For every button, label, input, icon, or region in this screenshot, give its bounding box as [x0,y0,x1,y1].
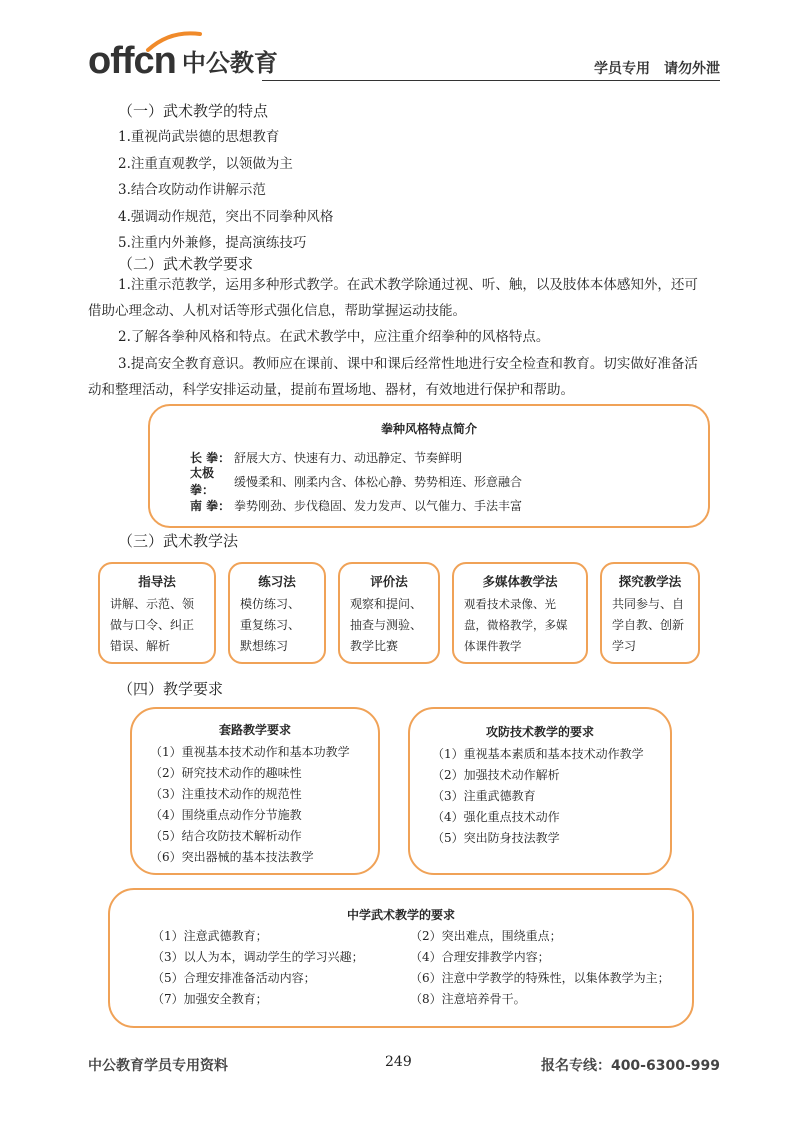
method-desc-line: 模仿练习、 [240,597,301,611]
middle-requirement-item: （6）注意中学教学的特殊性，以集体教学为主； [410,971,670,985]
section4-title: （四）教学要求 [118,680,224,698]
middle-requirement-item: （5）合理安排准备活动内容； [152,971,316,985]
header-tag-students: 学员专用 [594,61,650,77]
method-desc-line: 盘，微格教学，多媒 [464,618,568,632]
combat-requirements-title: 攻防技术教学的要求 [485,725,594,739]
combat-requirement-item: （1）重视基本素质和基本技术动作教学 [432,747,644,761]
logo-cn-text: 中公教育 [181,49,278,77]
section3-title: （三）武术教学法 [118,532,239,550]
routine-requirement-item: （4）围绕重点动作分节施教 [150,808,302,822]
method-title: 多媒体教学法 [482,574,558,589]
header-divider [262,80,720,81]
footer-left-text: 中公教育学员专用资料 [88,1058,228,1074]
method-box-practice [228,562,326,664]
section1-item: 2.注重直观教学，以领做为主 [118,156,293,172]
combat-requirement-item: （3）注重武德教育 [432,789,536,803]
middle-requirement-item: （1）注意武德教育； [152,929,268,943]
section1-item: 5.注重内外兼修，提高演练技巧 [118,235,307,251]
method-box-inquiry [600,562,700,664]
logo-latin-text: offcn [88,40,176,82]
section2-paragraph-1b: 借助心理念动、人机对话等形式强化信息，帮助掌握运动技能。 [88,303,466,319]
method-box-multimedia [452,562,588,664]
style-name: 长 拳： [190,450,231,465]
style-desc: 拳势刚劲、步伐稳固、发力发声、以气催力、手法丰富 [234,498,523,513]
method-desc-line: 观看技术录像、光 [464,597,556,611]
method-box-guidance [98,562,216,664]
routine-requirement-item: （1）重视基本技术动作和基本功教学 [150,745,350,759]
section1-title: （一）武术教学的特点 [118,102,269,120]
section2-title: （二）武术教学要求 [118,255,254,273]
offcn-logo [88,40,278,80]
method-desc-line: 体课件教学 [464,639,522,653]
style-name: 太极拳： [190,466,215,497]
method-title: 探究教学法 [618,574,682,589]
section2-paragraph-3a: 3.提高安全教育意识。教师应在课前、课中和课后经常性地进行安全检查和教育。切实做好准备活 [118,356,698,372]
style-name: 南 拳： [190,498,231,513]
routine-requirement-item: （2）研究技术动作的趣味性 [150,766,302,780]
section1-item: 4.强调动作规范，突出不同拳种风格 [118,209,334,225]
method-desc-line: 教学比赛 [350,639,399,653]
method-desc-line: 学自教、创新 [612,618,685,632]
section1-item: 3.结合攻防动作讲解示范 [118,182,266,198]
routine-requirement-item: （3）注重技术动作的规范性 [150,787,302,801]
footer-hotline: 报名专线：400-6300-999 [540,1058,720,1074]
style-desc: 缓慢柔和、刚柔内含、体松心静、势势相连、形意融合 [234,474,523,489]
combat-requirement-item: （4）强化重点技术动作 [432,810,560,824]
combat-requirement-item: （5）突出防身技法教学 [432,831,560,845]
method-desc-line: 错误、解析 [110,639,171,653]
routine-requirements-title: 套路教学要求 [218,723,291,737]
routine-requirement-item: （5）结合攻防技术解析动作 [150,829,302,843]
boxing-styles-box [148,404,710,528]
routine-requirements-box [130,707,380,875]
method-desc-line: 共同参与、自 [612,597,685,611]
middle-school-requirements-box [108,888,694,1028]
section2-paragraph-2: 2.了解各拳种风格和特点。在武术教学中，应注重介绍拳种的风格特点。 [118,329,550,345]
header-tag-confidential: 请勿外泄 [664,61,720,77]
style-row [190,493,708,517]
style-desc: 舒展大方、快速有力、动迅静定、节奏鲜明 [234,450,463,465]
combat-requirement-item: （2）加强技术动作解析 [432,768,560,782]
method-box-evaluation [338,562,440,664]
routine-requirement-item: （6）突出器械的基本技法教学 [150,850,314,864]
logo-arc-icon [144,30,204,52]
style-row [190,445,708,469]
middle-requirement-item: （7）加强安全教育； [152,992,268,1006]
method-title: 指导法 [138,574,176,589]
middle-requirement-item: （4）合理安排教学内容； [410,950,550,964]
method-desc-line: 观察和提问、 [350,597,423,611]
section2-paragraph-1a: 1.注重示范教学，运用多种形式教学。在武术教学除通过视、听、触，以及肢体本体感知外，还可 [118,277,698,293]
method-desc-line: 重复练习、 [240,618,301,632]
method-desc-line: 做与口令、纠正 [110,618,195,632]
middle-school-requirements-title: 中学武术教学的要求 [346,908,455,922]
method-title: 练习法 [258,574,296,589]
method-desc-line: 抽查与测验、 [350,618,423,632]
method-desc-line: 默想练习 [240,639,289,653]
middle-requirement-item: （3）以人为本，调动学生的学习兴趣； [152,950,364,964]
method-desc-line: 学习 [612,639,637,653]
section2-paragraph-3b: 动和整理活动，科学安排运动量，提前布置场地、器材，有效地进行保护和帮助。 [88,382,574,398]
combat-requirements-box [408,707,672,875]
method-desc-line: 讲解、示范、领 [110,597,195,611]
method-title: 评价法 [370,574,408,589]
middle-requirement-item: （8）注意培养骨干。 [410,992,526,1006]
middle-requirement-item: （2）突出难点，围绕重点； [410,929,562,943]
page-number: 249 [385,1054,412,1070]
boxing-styles-title: 拳种风格特点简介 [380,422,477,436]
header-tags [594,58,720,78]
style-row [190,466,708,497]
section1-item: 1.重视尚武崇德的思想教育 [118,129,280,145]
